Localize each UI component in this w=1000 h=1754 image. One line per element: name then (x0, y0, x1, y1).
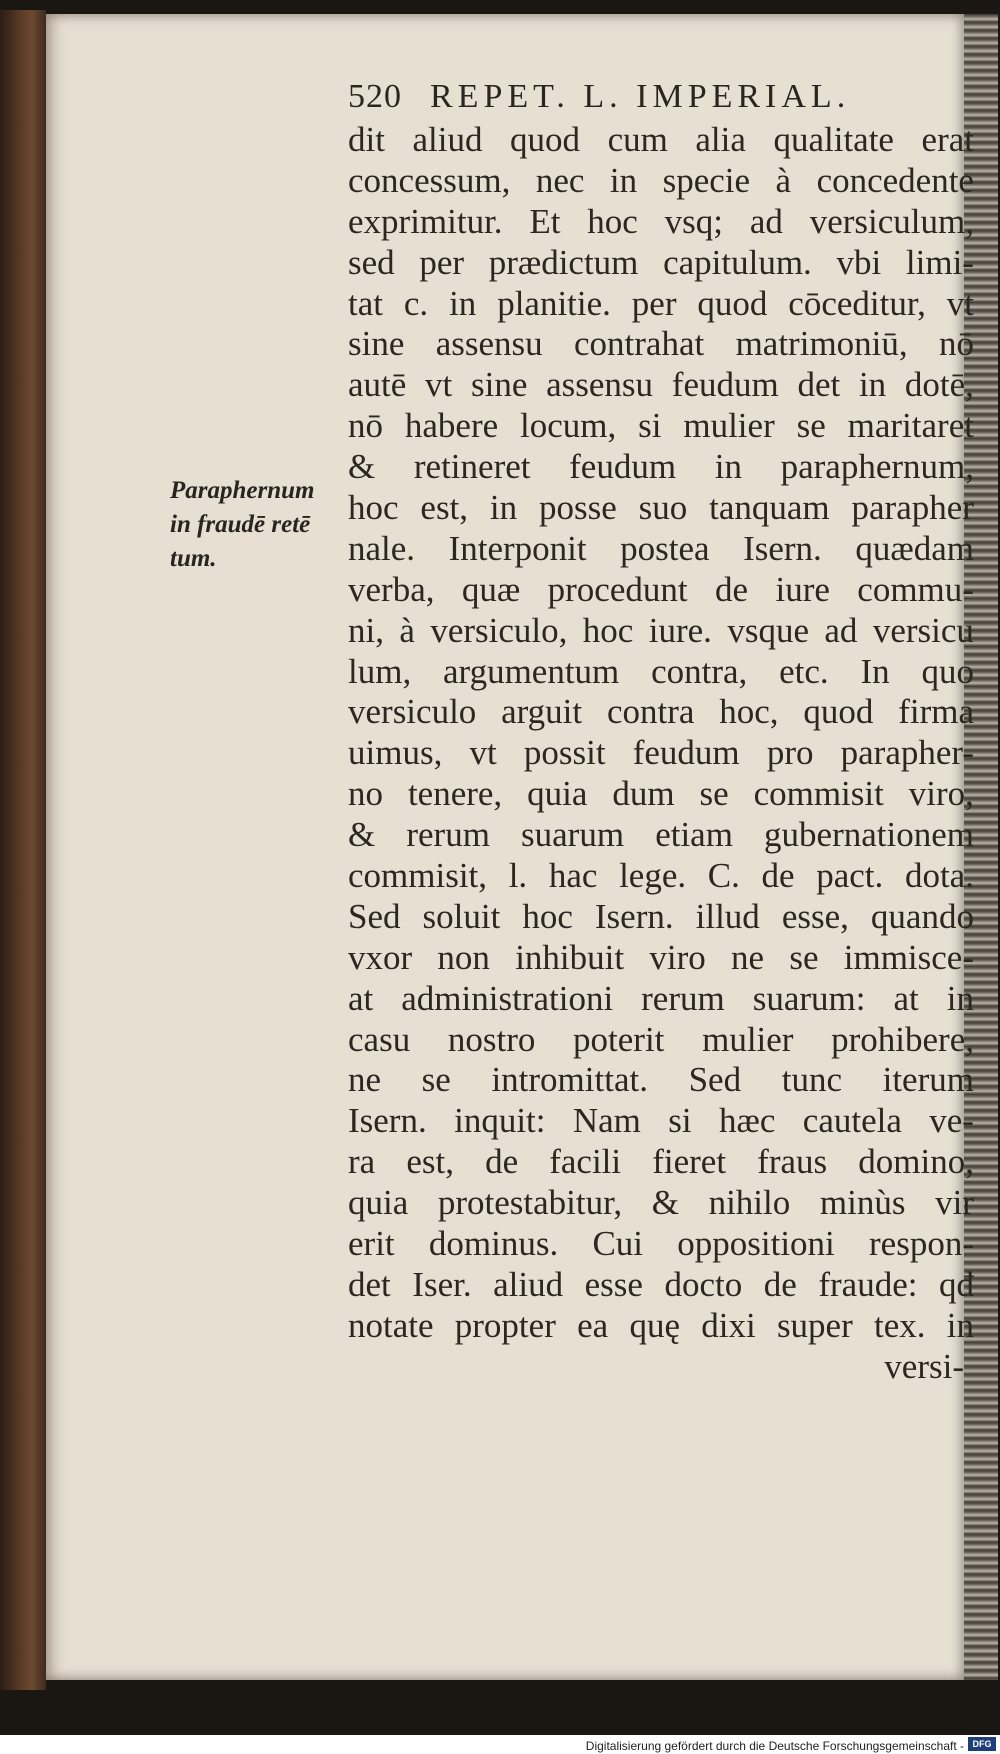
text-word: vir (935, 1183, 974, 1223)
text-word: immisce- (843, 937, 974, 977)
text-word: versi- (884, 1346, 964, 1386)
text-word: in (946, 978, 974, 1018)
text-word: de (715, 569, 749, 609)
text-word: ne (348, 1060, 382, 1100)
text-word: suarum (521, 815, 625, 855)
funding-credit: Digitalisierung gefördert durch die Deutsche Forschungsgemeinschaft - (585, 1739, 964, 1753)
text-word: se (796, 406, 826, 446)
text-word: hæc (719, 1101, 776, 1141)
text-word: soluit (422, 896, 501, 936)
text-word: lege. (619, 856, 687, 896)
text-word: per (419, 242, 465, 282)
text-word: nec (535, 160, 585, 200)
text-word: vbi (836, 242, 882, 282)
text-word: feudum (569, 447, 677, 487)
text-word: ea (577, 1305, 609, 1345)
text-word: hac (548, 856, 598, 896)
text-word: quod (803, 692, 874, 732)
text-word: vt (946, 283, 974, 323)
text-word: nō (348, 406, 383, 446)
text-word: Isern. (594, 896, 674, 936)
text-line (348, 774, 974, 815)
text-word: sed (348, 242, 395, 282)
text-word: nale. (348, 528, 416, 568)
text-word: arguit (501, 692, 583, 732)
text-word: postea (620, 528, 710, 568)
text-word: c. (403, 283, 429, 323)
text-word: quæ (461, 569, 521, 609)
text-word: suo (638, 488, 688, 528)
text-word: exprimitur. (348, 201, 503, 241)
page-number: 520 (348, 78, 402, 115)
text-word: rerum (641, 978, 725, 1018)
text-word: dominus. (428, 1224, 559, 1264)
text-word: nostro (447, 1019, 536, 1059)
text-word: fraude: (818, 1264, 918, 1304)
text-word: autē (348, 365, 407, 405)
text-line (348, 1142, 974, 1183)
text-word: Interponit (448, 528, 587, 568)
text-line (348, 1101, 974, 1142)
text-word: vt (425, 365, 453, 405)
footer-strip (0, 1735, 1000, 1754)
text-word: poterit (573, 1019, 665, 1059)
text-word: ad (824, 610, 858, 650)
text-word: est, (420, 488, 469, 528)
text-word: vsq; (664, 201, 724, 241)
text-line (348, 1020, 974, 1061)
text-word: notate (348, 1305, 434, 1345)
text-word: tex. (874, 1305, 926, 1345)
text-word: cum (607, 120, 668, 159)
text-word: alia (695, 120, 746, 159)
text-word: nihilo (708, 1183, 791, 1223)
text-word: illud (695, 896, 760, 936)
text-word: si (668, 1101, 692, 1141)
text-word: de (761, 856, 795, 896)
text-word: feudum (632, 733, 740, 773)
text-word: versicu (872, 610, 974, 650)
text-word: versiculo (348, 692, 477, 732)
text-word: cautela (802, 1101, 902, 1141)
text-word: erit (348, 1224, 395, 1264)
text-word: specie (662, 160, 751, 200)
text-line (348, 447, 974, 488)
text-line (348, 120, 974, 161)
text-word: maritaret (847, 406, 974, 446)
text-line (348, 284, 974, 325)
text-word: administrationi (401, 978, 614, 1018)
text-word: hoc (348, 488, 399, 528)
text-word: se (699, 774, 729, 814)
text-word: erat (921, 120, 974, 159)
text-word: possit (523, 733, 606, 773)
marginal-note-line: in fraudē retē (170, 511, 311, 538)
text-word: uimus, (348, 733, 443, 773)
text-word: assensu (435, 324, 543, 364)
text-word: esse (584, 1264, 643, 1304)
text-line (348, 243, 974, 284)
text-word: Iser. (412, 1264, 472, 1304)
text-word: tanquam (709, 488, 830, 528)
text-word: iure. (648, 610, 712, 650)
marginal-note-line: tum. (170, 545, 217, 572)
text-word: parapher- (840, 733, 974, 773)
text-word: dixi (701, 1305, 756, 1345)
text-word: tat (348, 283, 383, 323)
text-word: C. (707, 856, 740, 896)
text-word: in (449, 283, 477, 323)
text-word: assensu (546, 365, 654, 405)
text-word: se (421, 1060, 451, 1100)
text-word: matrimoniū, (735, 324, 908, 364)
text-word: quę (629, 1305, 680, 1345)
text-word: & (348, 447, 376, 487)
text-word: dit (348, 120, 385, 159)
text-word: viro (649, 937, 706, 977)
text-word: vt (469, 733, 497, 773)
text-word: etc. (779, 651, 829, 691)
text-word: verba, (348, 569, 435, 609)
text-word: vxor (348, 937, 413, 977)
text-word: Sed (348, 896, 401, 936)
marginal-note-line: Paraphernum (170, 477, 315, 504)
text-word: ve- (929, 1101, 974, 1141)
text-line (348, 733, 974, 774)
text-word: mulier (683, 406, 775, 446)
text-word: etiam (655, 815, 733, 855)
text-line (348, 938, 974, 979)
text-word: concedente (816, 160, 974, 200)
text-word: Et (529, 201, 561, 241)
text-word: concessum, (348, 160, 511, 200)
text-word: Nam (572, 1101, 641, 1141)
body-text (348, 120, 974, 1388)
text-line (348, 1306, 974, 1347)
text-word: in (489, 488, 518, 528)
text-word: paraphernum, (780, 447, 974, 487)
text-word: det (797, 365, 841, 405)
text-word: hoc (587, 201, 638, 241)
text-line (348, 856, 974, 897)
text-word: procedunt (547, 569, 688, 609)
text-word: argumentum (443, 651, 620, 691)
text-word: cōceditur, (788, 283, 926, 323)
text-word: contra, (651, 651, 748, 691)
text-word: in (714, 447, 742, 487)
text-word: in (946, 1305, 974, 1345)
text-word: at (893, 978, 919, 1018)
text-word: quia (348, 1183, 409, 1223)
book-binding (0, 10, 46, 1690)
text-word: aliud (412, 120, 483, 159)
text-word: dotē, (904, 365, 974, 405)
text-word: quia (527, 774, 588, 814)
text-word: pact. (816, 856, 884, 896)
text-word: casu (348, 1019, 411, 1059)
text-word: habere (404, 406, 499, 446)
text-word: tenere, (407, 774, 503, 814)
text-word: respon- (869, 1224, 974, 1264)
text-word: locum, (520, 406, 617, 446)
text-word: qualitate (773, 120, 894, 159)
text-line (348, 202, 974, 243)
text-word: firma (898, 692, 974, 732)
text-word: ra (348, 1142, 376, 1182)
text-word: ni, (348, 610, 384, 650)
text-word: & (651, 1183, 679, 1223)
text-word: esse, (781, 896, 849, 936)
text-word: quod (510, 120, 581, 159)
text-word: In (860, 651, 890, 691)
text-word: non (437, 937, 490, 977)
text-line (348, 161, 974, 202)
text-line (348, 1224, 974, 1265)
text-word: parapher (851, 488, 974, 528)
text-word: docto (664, 1264, 743, 1304)
text-word: quando (870, 896, 974, 936)
text-word: de (763, 1264, 797, 1304)
text-line (348, 979, 974, 1020)
text-word: tunc (781, 1060, 842, 1100)
text-word: versiculum, (809, 201, 974, 241)
text-word: hoc (582, 610, 634, 650)
text-line (348, 365, 974, 406)
text-line (348, 1060, 974, 1101)
text-word: no (348, 774, 383, 814)
text-word: ad (749, 201, 783, 241)
text-word: qđ (939, 1264, 974, 1304)
text-word: Isern. (348, 1101, 427, 1141)
text-word: oppositioni (677, 1224, 835, 1264)
text-word: aliud (493, 1264, 564, 1304)
text-word: quod (697, 283, 768, 323)
text-word: suarum: (752, 978, 866, 1018)
text-line (348, 652, 974, 693)
text-word: dota. (904, 856, 974, 896)
text-line (348, 692, 974, 733)
text-word: in (858, 365, 887, 405)
text-word: Isern. (743, 528, 822, 568)
text-line (348, 611, 974, 652)
text-word: lum, (348, 651, 412, 691)
text-word: se (789, 937, 819, 977)
text-word: & (348, 815, 376, 855)
text-word: Cui (592, 1224, 644, 1264)
text-word: super (776, 1305, 853, 1345)
text-word: intromittat. (491, 1060, 648, 1100)
text-word: commisit, (348, 856, 488, 896)
text-word: l. (508, 856, 528, 896)
marginal-note (170, 474, 340, 576)
text-word: inquit: (454, 1101, 546, 1141)
text-word: versiculo, (430, 610, 568, 650)
text-word: protestabitur, (437, 1183, 623, 1223)
text-word: in (609, 160, 638, 200)
text-word: sine (348, 324, 405, 364)
text-word: per (631, 283, 677, 323)
running-head (348, 78, 938, 122)
text-line (348, 815, 974, 856)
text-line (348, 324, 974, 365)
text-word: à (775, 160, 792, 200)
text-word: ne (731, 937, 765, 977)
text-word: est, (406, 1142, 454, 1182)
text-word: inhibuit (515, 937, 625, 977)
text-word: viro, (908, 774, 974, 814)
text-word: quo (921, 651, 974, 691)
text-word: planitie. (497, 283, 611, 323)
text-word: facili (549, 1142, 622, 1182)
text-word: Sed (688, 1060, 742, 1100)
text-word: nō (938, 324, 974, 364)
text-word: quædam (855, 528, 974, 568)
text-word: limi- (905, 242, 974, 282)
text-word: mulier (702, 1019, 794, 1059)
text-word: posse (539, 488, 617, 528)
text-word: pro (766, 733, 814, 773)
text-word: feudum (671, 365, 779, 405)
text-word: fieret (652, 1142, 727, 1182)
text-word: at (348, 978, 374, 1018)
text-line (348, 897, 974, 938)
text-word: hoc (522, 896, 573, 936)
text-word: gubernationem (764, 815, 974, 855)
text-word: prohibere, (831, 1019, 974, 1059)
text-word: iterum (882, 1060, 974, 1100)
text-line (348, 529, 974, 570)
text-word: iure (775, 569, 830, 609)
text-word: commisit (753, 774, 884, 814)
text-word: sine (471, 365, 528, 405)
text-line (348, 488, 974, 529)
text-line (348, 1183, 974, 1224)
text-line (348, 570, 974, 611)
text-word: minùs (819, 1183, 906, 1223)
text-word: retineret (413, 447, 531, 487)
text-word: de (485, 1142, 519, 1182)
text-word: vsque (727, 610, 809, 650)
running-head-title: REPET. L. IMPERIAL. (430, 78, 851, 115)
text-word: capitulum. (663, 242, 812, 282)
text-word: hoc, (719, 692, 779, 732)
text-word: fraus (757, 1142, 828, 1182)
text-word: det (348, 1264, 391, 1304)
text-word: propter (454, 1305, 556, 1345)
text-word: rerum (406, 815, 490, 855)
text-line (348, 1347, 974, 1388)
text-word: prædictum (488, 242, 639, 282)
text-word: dum (612, 774, 675, 814)
dfg-logo: DFG (968, 1737, 996, 1751)
text-word: à (399, 610, 415, 650)
text-word: si (638, 406, 662, 446)
text-word: domino, (858, 1142, 974, 1182)
text-word: contra (606, 692, 695, 732)
text-line (348, 1265, 974, 1306)
text-word: commu- (857, 569, 974, 609)
text-line (348, 406, 974, 447)
text-word: contrahat (574, 324, 705, 364)
